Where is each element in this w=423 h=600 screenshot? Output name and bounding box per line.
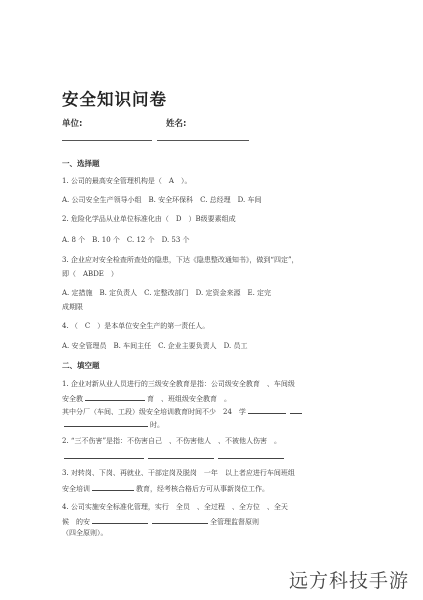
q1-text: 1. 公司的最高安全管理机构是（ A ）。 — [62, 177, 192, 185]
f3-line2-start: 安全培训 — [62, 485, 90, 493]
f4-blank-1 — [92, 516, 148, 524]
f1-blank-2 — [248, 406, 286, 414]
name-label: 姓名: — [166, 119, 187, 129]
q4-options: A. 安全管理员 B. 车间主任 C. 企业主要负责人 D. 员工 — [62, 342, 248, 350]
f4-line2 — [62, 516, 362, 527]
f2-line1: 2. “三不伤害”是指：不伤害自己 、不伤害他人 、不被他人伤害 。 — [62, 437, 282, 445]
f1-line4-end: 时。 — [150, 421, 164, 429]
f1-line4 — [62, 419, 362, 430]
f4-line2-start: 候 的安 — [62, 518, 90, 526]
q4-text: 4. （ C ）是本单位安全生产的第一责任人。 — [62, 322, 210, 330]
section-fill-heading: 二、填空题 — [62, 361, 100, 370]
q3-options-line1: A. 定措施 B. 定负责人 C. 定整改部门 D. 定资金来源 E. 定完 — [62, 289, 272, 297]
f2-blank-1 — [64, 451, 144, 459]
f3-line2-end: 教育，经考核合格后方可从事新岗位工作。 — [136, 485, 269, 493]
f3-line1: 3. 对转岗、下岗、再就业、干部定岗及脱岗 一年 以上者应进行车间班组 — [62, 469, 295, 477]
q3-options-line2: 成期限 — [62, 303, 83, 311]
f2-blank-3 — [218, 451, 284, 459]
f1-line2 — [62, 393, 362, 404]
f1-line3-text: 其中分厂（车间、工段）级安全培训教育时间不少 24 学 — [62, 408, 246, 416]
f1-line2-end: 育 、班组级安全教育 。 — [147, 395, 231, 403]
q2-options: A. 8 个 B. 10 个 C. 12 个 D. 53 个 — [62, 236, 190, 244]
unit-label: 单位: — [62, 119, 83, 129]
f4-line3: （四全原则）。 — [62, 529, 108, 537]
q3-text-line1: 3. 企业应对安全检查所查处的隐患，下达《隐患整改通知书》，做到“四定”， — [62, 256, 299, 264]
f1-line1: 1. 企业对新从业人员进行的三级安全教育是指：公司级安全教育 、车间级 — [62, 380, 295, 388]
unit-blank-line — [62, 140, 152, 141]
f1-blank-1 — [85, 393, 145, 401]
f1-blank-3 — [290, 406, 302, 414]
q1-options: A. 公司安全生产领导小组 B. 安全环保科 C. 总经理 D. 车间 — [62, 196, 262, 204]
f4-blank-2 — [152, 516, 208, 524]
f4-line2-end: 全管理监督原则 — [210, 518, 259, 526]
q2-text: 2. 危险化学品从业单位标准化由（ D ）B级要素组成 — [62, 215, 236, 223]
f2-blank-2 — [148, 451, 214, 459]
f1-line2-start: 安全教 — [62, 395, 83, 403]
f2-blanks — [62, 451, 362, 462]
f3-line2 — [62, 483, 362, 494]
q3-text-line2: 即（ ABDE ） — [62, 270, 118, 278]
watermark-text: 远方科技手游 — [288, 570, 409, 592]
section-choice-heading: 一、选择题 — [62, 159, 100, 168]
f1-line3 — [62, 406, 362, 417]
f1-blank-4 — [64, 419, 148, 427]
name-blank-line — [157, 140, 249, 141]
page-title: 安全知识问卷 — [62, 90, 167, 109]
f4-line1: 4. 公司实施安全标准化管理，实行 全员 、全过程 、全方位 、全天 — [62, 503, 288, 511]
f3-blank-1 — [92, 483, 134, 491]
